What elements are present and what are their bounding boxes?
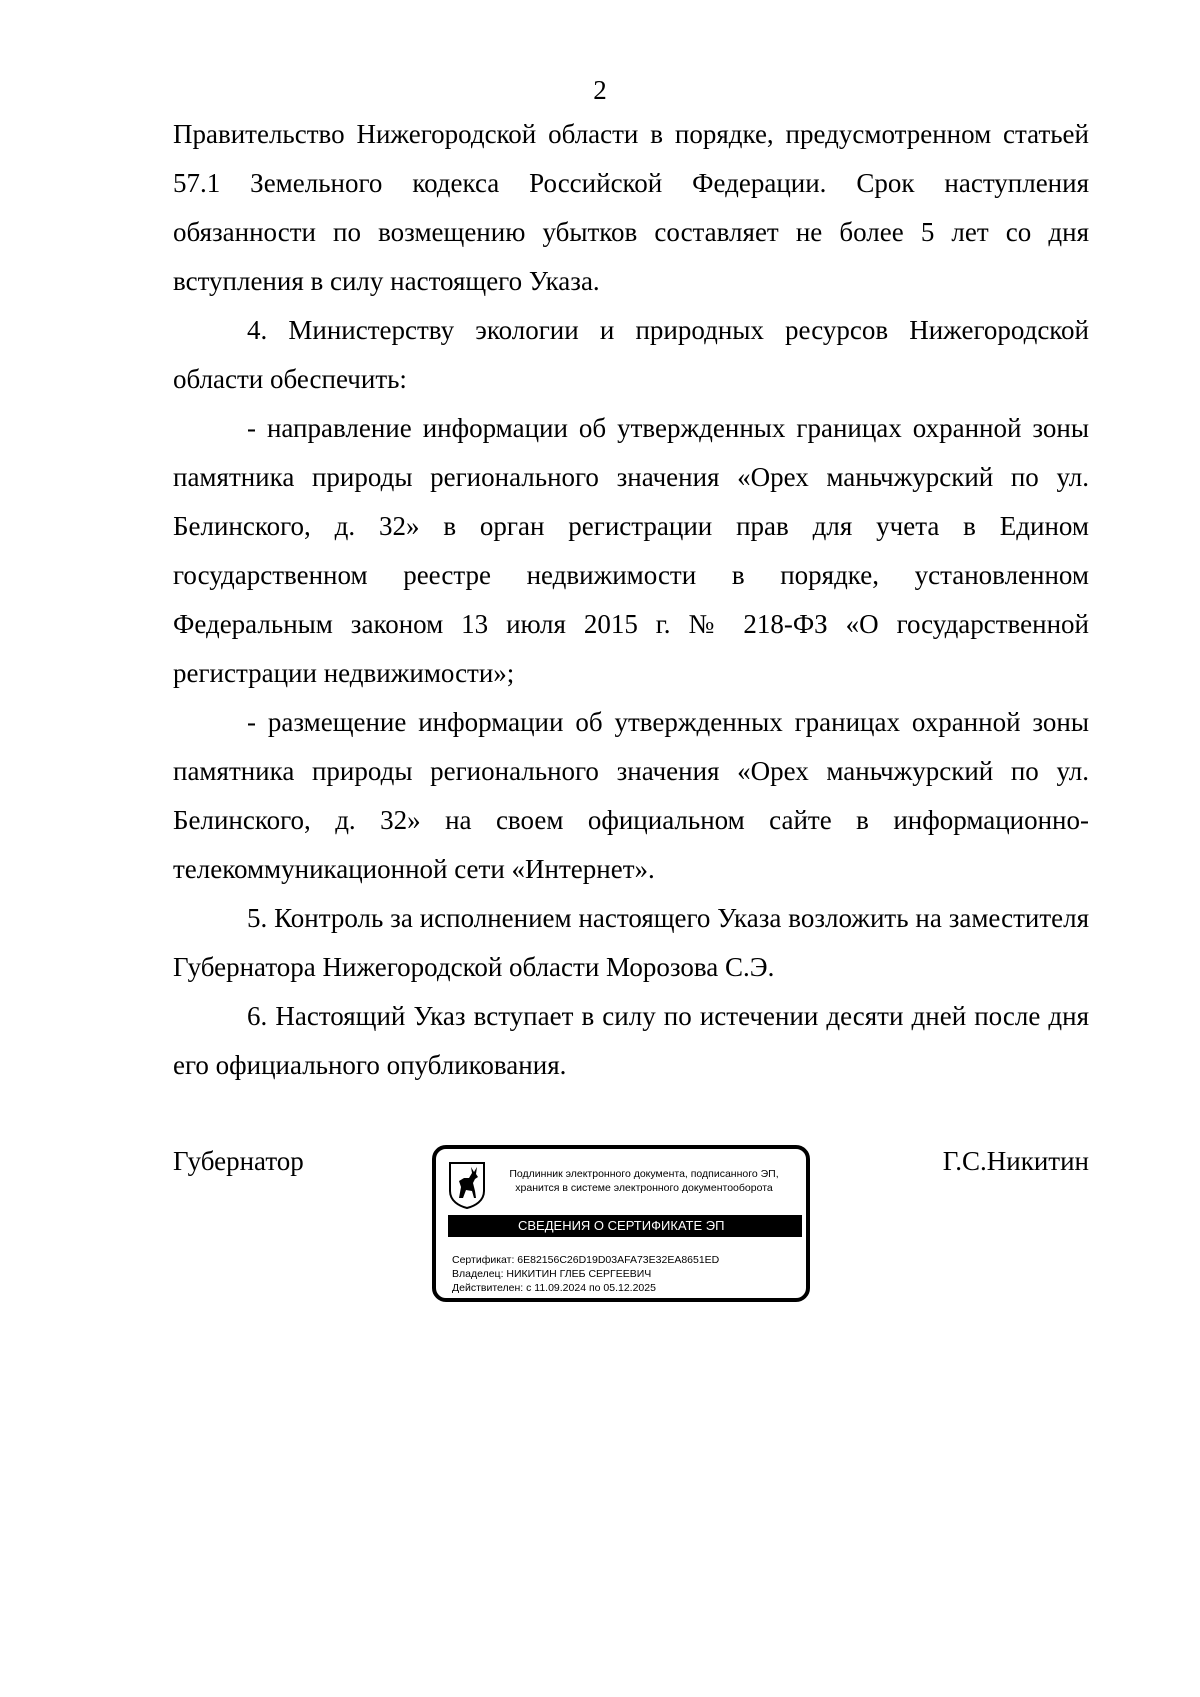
paragraph-item-5: 5. Контроль за исполнением настоящего Указа возложить на заместителя Губернатора Нижегородской области Морозова С.Э. [173, 903, 1089, 982]
e-signature-stamp [432, 1145, 810, 1302]
certificate-validity: Действителен: с 11.09.2024 по 05.12.2025 [452, 1282, 656, 1294]
stamp-note-line-1: Подлинник электронного документа, подписанного ЭП, [509, 1168, 779, 1180]
signatory-name: Г.С.Никитин [942, 1146, 1089, 1176]
page-number: 2 [593, 75, 607, 105]
paragraph-item-6: 6. Настоящий Указ вступает в силу по истечении десяти дней после дня его официального опубликования. [173, 1001, 1089, 1080]
document-body [173, 110, 1089, 1090]
paragraph-item-4-publication: - размещение информации об утвержденных границах охранной зоны памятника природы регионального значения «Орех маньчжурский по ул. Белинского, д. 32» на своем официальном сайте в информационно-телекоммуникационной сети «Интернет». [173, 707, 1089, 884]
paragraph-item-4-registration: - направление информации об утвержденных границах охранной зоны памятника природы регионального значения «Орех маньчжурский по ул. Белинского, д. 32» в орган регистрации прав для учета в Едином государственном реестре недвижимости в порядке, установленном Федеральным законом 13 июля 2015 г. № 218-ФЗ «О государственной регистрации недвижимости»; [173, 413, 1089, 688]
paragraph-item-4: 4. Министерству экологии и природных ресурсов Нижегородской области обеспечить: [173, 315, 1089, 394]
stamp-note-line-2: хранится в системе электронного документооборота [515, 1182, 773, 1194]
stamp-details [452, 1253, 802, 1295]
certificate-owner: Владелец: НИКИТИН ГЛЕБ СЕРГЕЕВИЧ [452, 1268, 652, 1280]
stamp-header-bar: СВЕДЕНИЯ О СЕРТИФИКАТЕ ЭП [448, 1215, 802, 1237]
paragraph-continuation: Правительство Нижегородской области в порядке, предусмотренном статьей 57.1 Земельного кодекса Российской Федерации. Срок наступления обязанности по возмещению убытков составляет не более 5 лет со дня вступления в силу настоящего Указа. [173, 119, 1089, 296]
stamp-note [494, 1167, 794, 1195]
certificate-number: Сертификат: 6E82156C26D19D03AFA73E32EA8651ED [452, 1254, 720, 1266]
coat-of-arms-icon [448, 1161, 486, 1209]
signatory-title: Губернатор [173, 1146, 304, 1176]
